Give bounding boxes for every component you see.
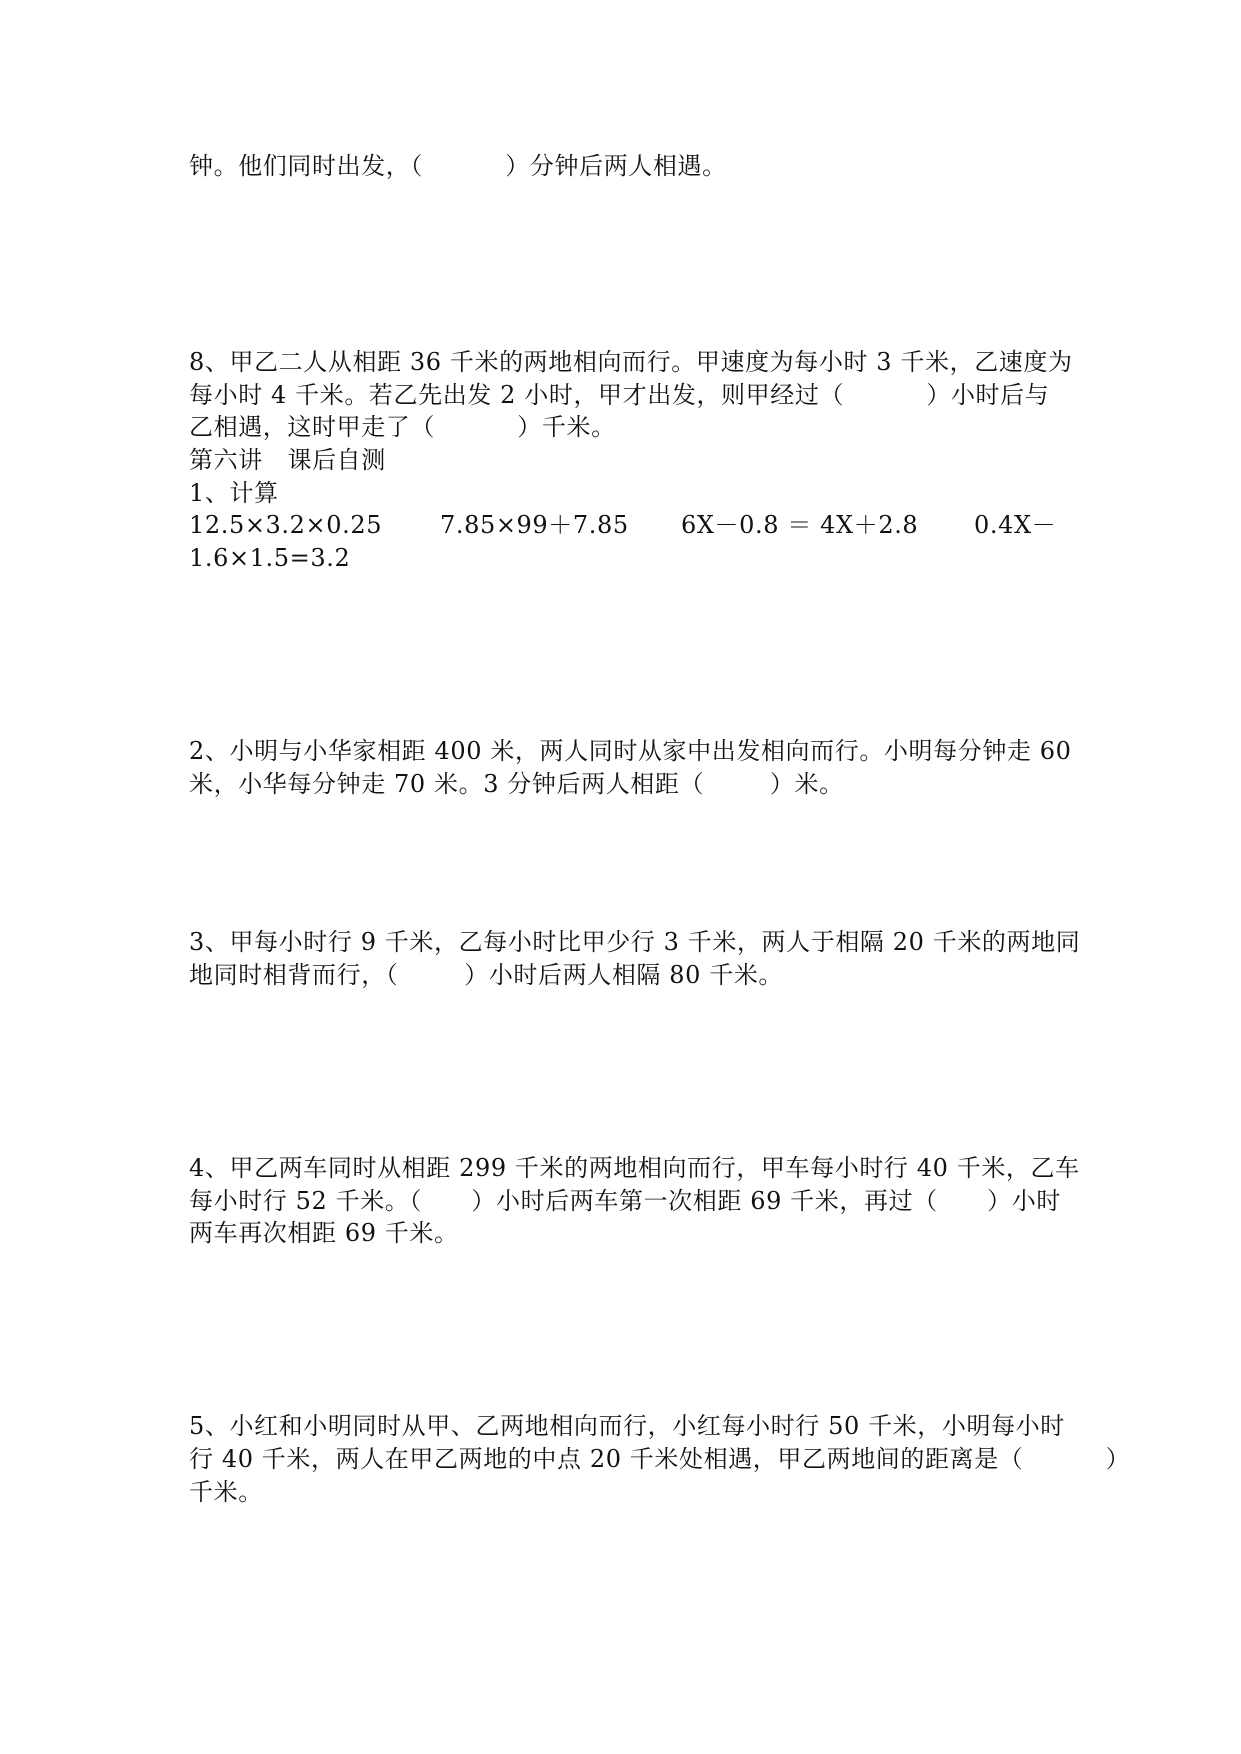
question-4-line-2: 每小时行 52 千米。（ ）小时后两车第一次相距 69 千米，再过（ ）小时 (189, 1187, 1061, 1215)
calc-item-2: 7.85×99＋7.85 (440, 511, 629, 539)
lecture-title: 第六讲 课后自测 (189, 446, 386, 474)
calc-item-1: 12.5×3.2×0.25 (189, 511, 383, 539)
question-8-line-2: 每小时 4 千米。若乙先出发 2 小时，甲才出发，则甲经过（ ）小时后与 (189, 381, 1050, 409)
calc-item-4-wrap: 1.6×1.5=3.2 (189, 544, 351, 572)
question-3-line-1: 3、甲每小时行 9 千米，乙每小时比甲少行 3 千米，两人于相隔 20 千米的两地同 (189, 928, 1081, 956)
question-1-heading: 1、计算 (189, 479, 279, 507)
question-4-line-3: 两车再次相距 69 千米。 (189, 1219, 459, 1247)
calc-item-4: 0.4X－ (974, 511, 1057, 539)
question-2-line-2: 米，小华每分钟走 70 米。3 分钟后两人相距（ ）米。 (189, 770, 844, 798)
question-8-line-3: 乙相遇，这时甲走了（ ）千米。 (189, 413, 616, 441)
question-5-line-3: 千米。 (189, 1478, 263, 1506)
question-3-line-2: 地同时相背而行，（ ）小时后两人相隔 80 千米。 (189, 961, 784, 989)
calc-item-3: 6X－0.8 ＝ 4X＋2.8 (681, 511, 919, 539)
question-5-line-1: 5、小红和小明同时从甲、乙两地相向而行，小红每小时行 50 千米，小明每小时 (189, 1412, 1065, 1440)
continuation-line: 钟。他们同时出发，（ ）分钟后两人相遇。 (189, 152, 727, 180)
question-8-line-1: 8、甲乙二人从相距 36 千米的两地相向而行。甲速度为每小时 3 千米，乙速度为 (189, 348, 1073, 376)
question-5-line-2: 行 40 千米，两人在甲乙两地的中点 20 千米处相遇，甲乙两地间的距离是（ ） (189, 1445, 1131, 1473)
question-4-line-1: 4、甲乙两车同时从相距 299 千米的两地相向而行，甲车每小时行 40 千米，乙车 (189, 1154, 1080, 1182)
question-2-line-1: 2、小明与小华家相距 400 米，两人同时从家中出发相向而行。小明每分钟走 60 (189, 737, 1072, 765)
